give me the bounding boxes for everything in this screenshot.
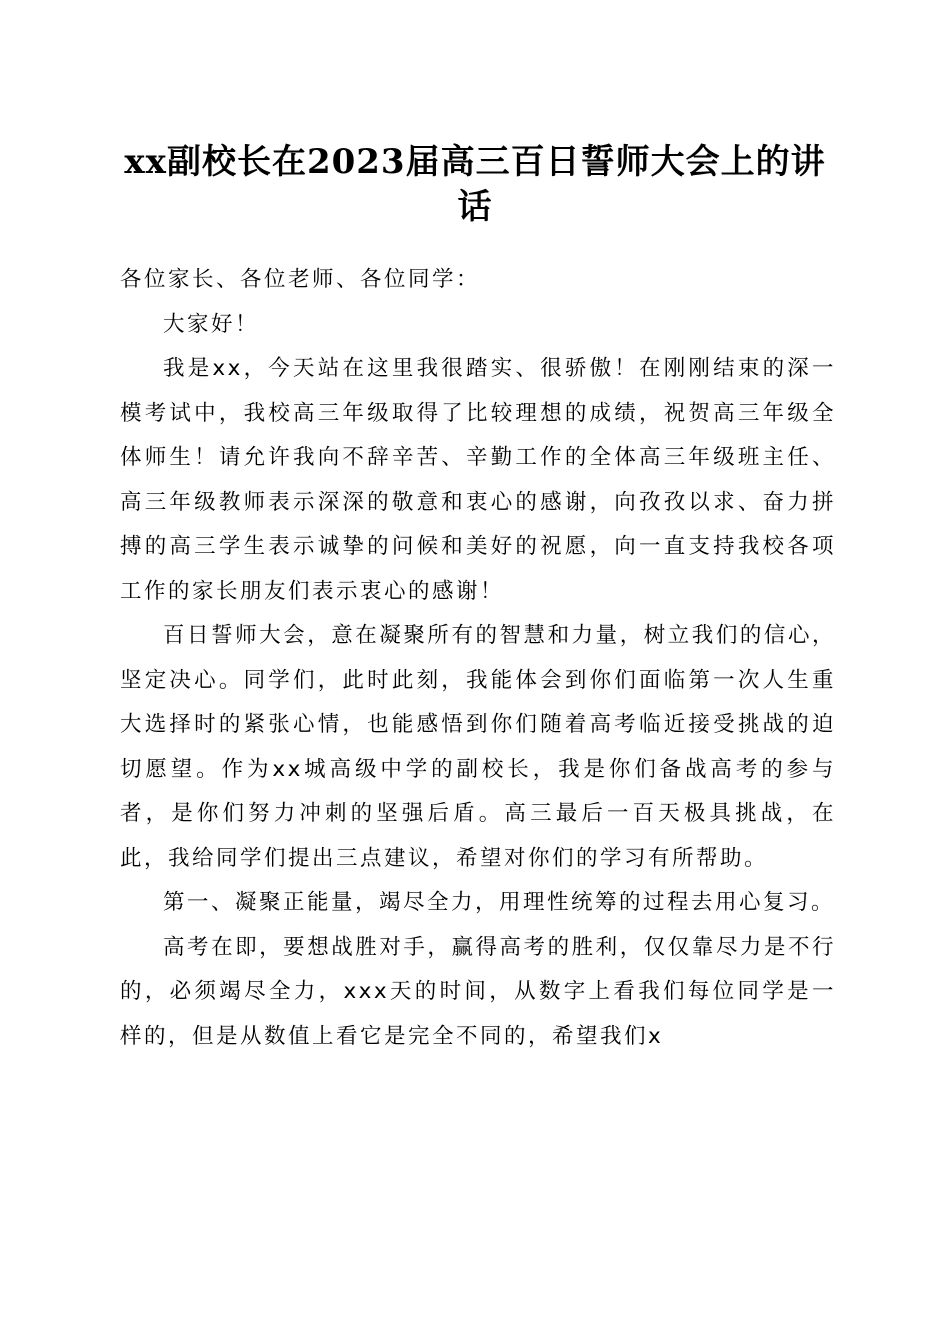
paragraph-point-one-heading: 第一、凝聚正能量，竭尽全力，用理性统筹的过程去用心复习。 [163, 890, 836, 915]
salutation: 各位家长、各位老师、各位同学： [120, 267, 481, 292]
document-body [120, 258, 836, 1059]
paragraph-intro: 我是xx，今天站在这里我很踏实、很骄傲！在刚刚结束的深一模考试中，我校高三年级取得了比较理想的成绩，祝贺高三年级全体师生！请允许我向不辞辛苦、辛勤工作的全体高三年级班主任、高三年级教师表示深深的敬意和衷心的感谢，向孜孜以求、奋力拼搏的高三学生表示诚挚的问候和美好的祝愿，向一直支持我校各项工作的家长朋友们表示衷心的感谢！ [120, 356, 836, 604]
document-title: xx副校长在2023届高三百日誓师大会上的讲话 [124, 142, 826, 227]
paragraph-point-one-body: 高考在即，要想战胜对手，赢得高考的胜利，仅仅靠尽力是不行的，必须竭尽全力，xxx天的时间，从数字上看我们每位同学是一样的，但是从数值上看它是完全不同的，希望我们x [120, 934, 836, 1049]
paragraph-purpose: 百日誓师大会，意在凝聚所有的智慧和力量，树立我们的信心，坚定决心。同学们，此时此刻，我能体会到你们面临第一次人生重大选择时的紧张心情，也能感悟到你们随着高考临近接受挑战的迫切愿望。作为xx城高级中学的副校长，我是你们备战高考的参与者，是你们努力冲刺的坚强后盾。高三最后一百天极具挑战，在此，我给同学们提出三点建议，希望对你们的学习有所帮助。 [120, 623, 836, 871]
paragraph-greeting: 大家好！ [163, 311, 260, 337]
